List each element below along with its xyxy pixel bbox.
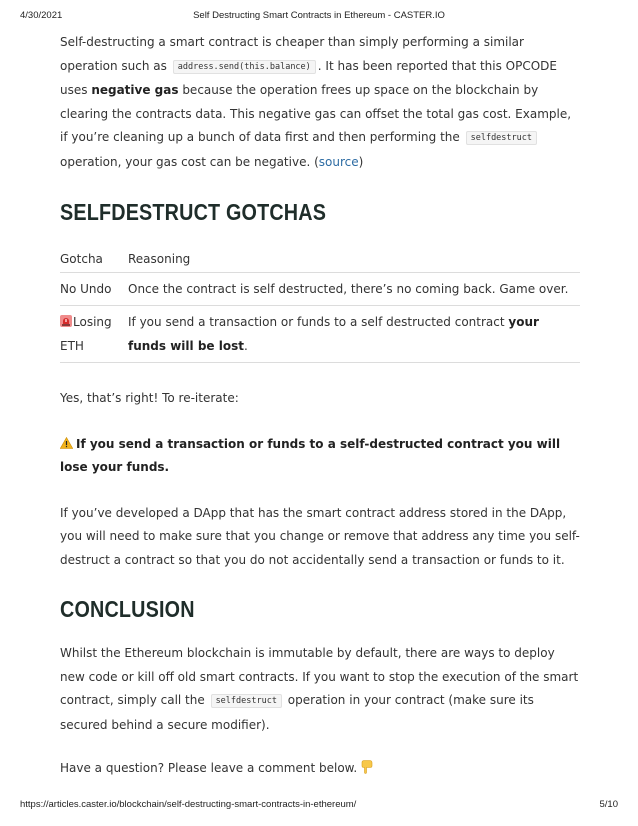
reason-bold: your funds will be lost bbox=[128, 315, 539, 353]
column-header-reasoning: Reasoning bbox=[128, 252, 191, 266]
conclusion-text-2: operation in your contract (make sure its secured behind a secure modifier). bbox=[60, 693, 534, 732]
gotchas-table bbox=[60, 249, 580, 363]
gotcha-cell bbox=[60, 306, 128, 363]
intro-text-3: because the operation frees up space on the blockchain by clearing the contracts data. This negative gas can offset the total gas cost. Example, if you’re cleaning up a bunch of data first and then performing the bbox=[60, 83, 572, 144]
table-row bbox=[60, 306, 580, 363]
siren-icon bbox=[60, 315, 72, 327]
reason-end: . bbox=[243, 338, 248, 353]
pointing-down-hand-icon bbox=[361, 760, 373, 774]
question-paragraph bbox=[60, 757, 580, 781]
print-date: 4/30/2021 bbox=[20, 10, 63, 21]
reason-text: If you send a transaction or funds to a self destructed contract bbox=[128, 315, 509, 329]
dapp-paragraph: If you’ve developed a DApp that has the smart contract address stored in the DApp, you will need to make sure that you change or remove that address any time you self-destruct a contract so that you do not accidentally send a transaction or funds to it. bbox=[60, 505, 580, 567]
print-title: Self Destructing Smart Contracts in Ethereum - CASTER.IO bbox=[193, 10, 445, 21]
spacer bbox=[60, 363, 580, 387]
warning-icon bbox=[60, 437, 73, 449]
source-link[interactable]: source bbox=[318, 154, 359, 169]
warning-paragraph bbox=[60, 433, 580, 480]
reiterate-paragraph: Yes, that’s right! To re-iterate: bbox=[60, 391, 239, 405]
column-header-gotcha: Gotcha bbox=[60, 252, 103, 266]
conclusion-paragraph bbox=[60, 642, 580, 737]
page-number: 5/10 bbox=[599, 799, 618, 810]
print-header bbox=[0, 10, 638, 24]
gotcha-cell: No Undo bbox=[60, 281, 112, 296]
table-header-row bbox=[60, 249, 580, 272]
gotcha-label: Losing ETH bbox=[60, 315, 112, 353]
intro-text-5: ) bbox=[358, 154, 364, 169]
gotchas-heading: SELFDESTRUCT GOTCHAS bbox=[60, 199, 327, 225]
inline-code-selfdestruct: selfdestruct bbox=[466, 131, 537, 145]
table-row bbox=[60, 272, 580, 306]
inline-code-selfdestruct-2: selfdestruct bbox=[211, 694, 282, 708]
article-content bbox=[60, 31, 580, 781]
conclusion-heading: CONCLUSION bbox=[60, 596, 195, 622]
conclusion-text-1: Whilst the Ethereum blockchain is immutable by default, there are ways to deploy new code or kill off old smart contracts. If you want to stop the execution of the smart contract, simply call the bbox=[60, 646, 579, 707]
negative-gas-bold: negative gas bbox=[91, 83, 179, 97]
intro-text-4: operation, your gas cost can be negative. ( bbox=[60, 154, 319, 169]
intro-text-2: . It has been reported that this OPCODE uses bbox=[60, 58, 557, 97]
inline-code-address-send: address.send(this.balance) bbox=[173, 60, 316, 74]
reason-cell bbox=[128, 306, 580, 363]
reason-cell: Once the contract is self destructed, there’s no coming back. Game over. bbox=[128, 281, 569, 296]
print-url: https://articles.caster.io/blockchain/self-destructing-smart-contracts-in-ethereum/ bbox=[20, 799, 357, 810]
warning-text: If you send a transaction or funds to a self-destructed contract you will lose your funds. bbox=[60, 436, 561, 474]
intro-text-1: Self-destructing a smart contract is cheaper than simply performing a similar operation such as bbox=[60, 35, 524, 73]
intro-paragraph bbox=[60, 31, 580, 174]
print-footer bbox=[0, 799, 638, 813]
question-text: Have a question? Please leave a comment below. bbox=[60, 761, 358, 775]
